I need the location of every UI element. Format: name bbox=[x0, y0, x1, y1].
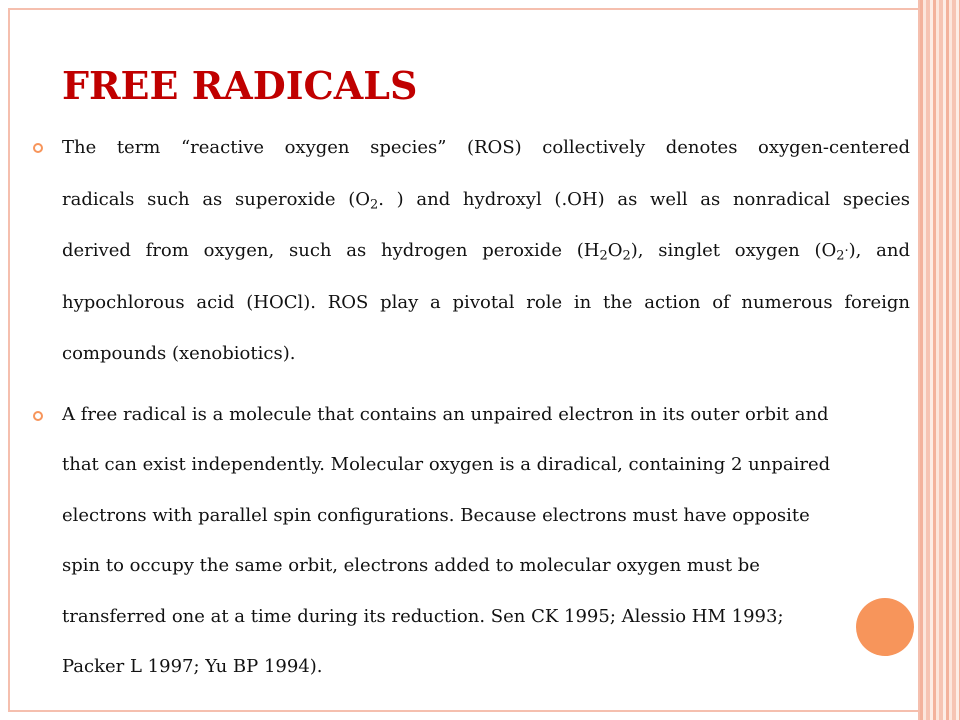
paragraph-line bbox=[62, 541, 910, 591]
paragraph-line bbox=[62, 390, 910, 440]
circle-bullet-icon bbox=[33, 411, 43, 421]
subscript: 2 bbox=[622, 248, 631, 264]
subscript: 2 bbox=[599, 248, 608, 264]
slide-title: FREE RADICALS bbox=[62, 63, 418, 108]
superscript-dot: . bbox=[844, 239, 849, 255]
paragraph-line bbox=[62, 122, 910, 174]
paragraph-line bbox=[62, 440, 910, 490]
line-text: electrons with parallel spin configurations. Because electrons must have opposite bbox=[62, 504, 810, 526]
subscript: 2 bbox=[836, 248, 845, 264]
paragraph-line bbox=[62, 642, 910, 692]
line-text: O bbox=[607, 240, 623, 261]
paragraph-line bbox=[62, 592, 910, 642]
bullet-paragraph-ros bbox=[62, 122, 910, 380]
paragraph-line bbox=[62, 277, 910, 329]
subscript: 2 bbox=[370, 197, 379, 213]
line-text: The term “reactive oxygen species” (ROS) collectively denotes oxygen-centered bbox=[62, 137, 910, 158]
paragraph-line bbox=[62, 491, 910, 541]
paragraph-line bbox=[62, 174, 910, 226]
line-text: hypochlorous acid (HOCl). ROS play a pivotal role in the action of numerous foreign bbox=[62, 291, 910, 313]
line-text: Packer L 1997; Yu BP 1994). bbox=[62, 655, 323, 677]
orange-circle-decoration bbox=[856, 598, 914, 656]
line-text: . ) and hydroxyl (.OH) as well as nonradical species bbox=[378, 188, 911, 210]
paragraph-line bbox=[62, 225, 910, 277]
line-text: that can exist independently. Molecular oxygen is a diradical, containing 2 unpaired bbox=[62, 454, 831, 476]
bullet-paragraph-free-radical bbox=[62, 390, 910, 692]
circle-bullet-icon bbox=[33, 143, 43, 153]
line-text: radicals such as superoxide (O bbox=[62, 188, 370, 210]
paragraph-line bbox=[62, 328, 910, 380]
line-text: derived from oxygen, such as hydrogen peroxide (H bbox=[62, 240, 600, 261]
line-text: ), singlet oxygen (O bbox=[630, 240, 837, 261]
decorative-stripes bbox=[918, 0, 960, 720]
line-text: ), and bbox=[848, 240, 911, 261]
line-text: A free radical is a molecule that contains an unpaired electron in its outer orbit and bbox=[62, 404, 829, 425]
line-text: compounds (xenobiotics). bbox=[62, 343, 296, 364]
line-text: transferred one at a time during its reduction. Sen CK 1995; Alessio HM 1993; bbox=[62, 605, 784, 627]
line-text: spin to occupy the same orbit, electrons added to molecular oxygen must be bbox=[62, 555, 760, 577]
